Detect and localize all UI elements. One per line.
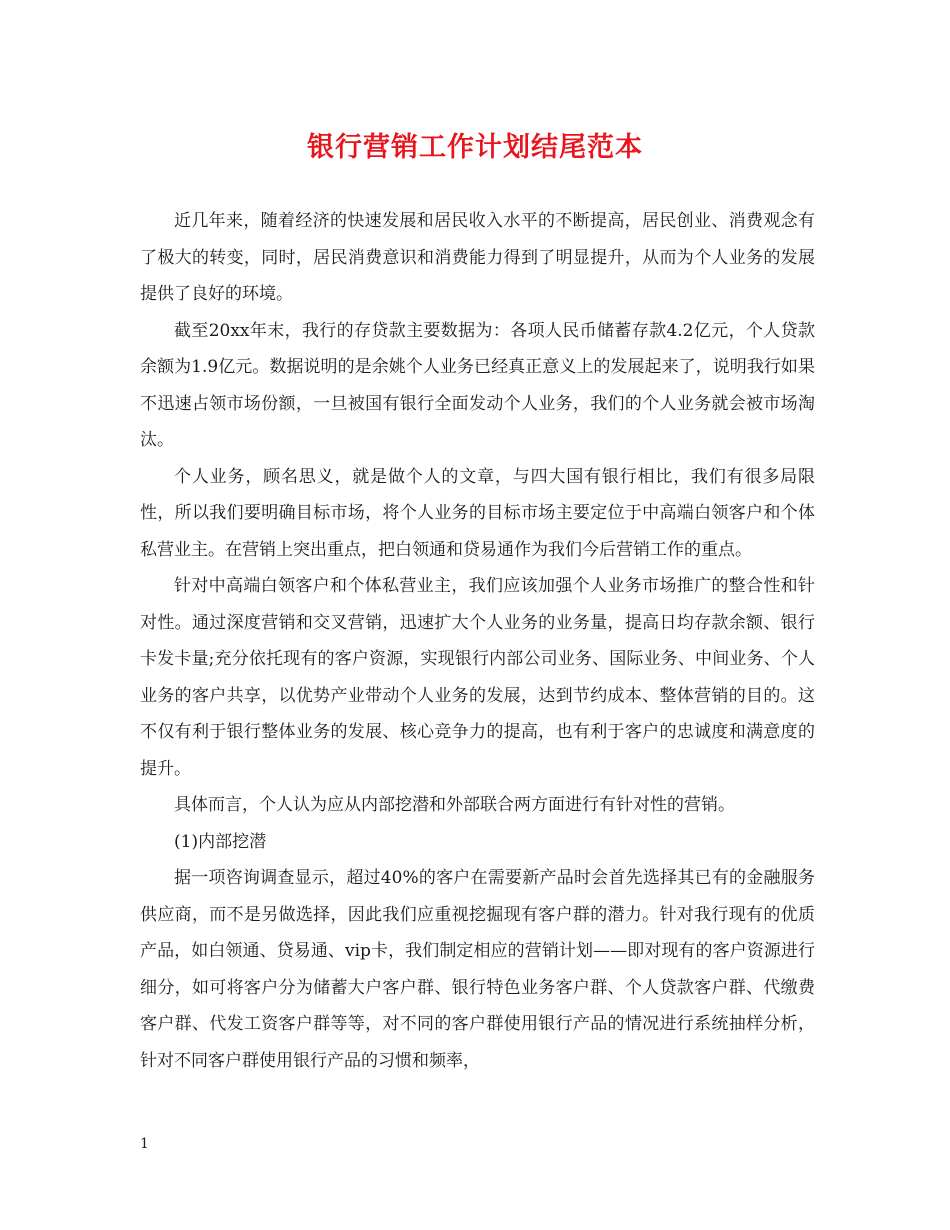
- page-number: 1: [140, 1136, 149, 1152]
- paragraph-4: 针对中高端白领客户和个体私营业主，我们应该加强个人业务市场推广的整合性和针对性。通过深度营销和交叉营销，迅速扩大个人业务的业务量，提高日均存款余额、银行卡发卡量;充分依托现有的客户资源，实现银行内部公司业务、国际业务、中间业务、个人业务的客户共享，以优势产业带动个人业务的发展，达到节约成本、整体营销的目的。这不仅有利于银行整体业务的发展、核心竞争力的提高，也有利于客户的忠诚度和满意度的提升。: [140, 576, 815, 779]
- paragraph-5: 具体而言，个人认为应从内部挖潜和外部联合两方面进行有针对性的营销。: [174, 795, 735, 815]
- paragraph-2: 截至20xx年末，我行的存贷款主要数据为：各项人民币储蓄存款4.2亿元，个人贷款余额为1.9亿元。数据说明的是余姚个人业务已经真正意义上的发展起来了，说明我行如果不迅速占领市场份额，一旦被国有银行全面发动个人业务，我们的个人业务就会被市场淘汰。: [140, 320, 815, 450]
- document-title: 银行营销工作计划结尾范本: [307, 132, 643, 163]
- document-body: [140, 203, 815, 1079]
- paragraph-7: 据一项咨询调查显示，超过40%的客户在需要新产品时会首先选择其已有的金融服务供应商，而不是另做选择，因此我们应重视挖掘现有客户群的潜力。针对我行现有的优质产品，如白领通、贷易通、vip卡，我们制定相应的营销计划——即对现有的客户资源进行细分，如可将客户分为储蓄大户客户群、银行特色业务客户群、个人贷款客户群、代缴费客户群、代发工资客户群等等，对不同的客户群使用银行产品的情况进行系统抽样分析，针对不同客户群使用银行产品的习惯和频率，: [140, 868, 815, 1071]
- section-heading-internal: (1)内部挖潜: [174, 831, 267, 852]
- paragraph-1: 近几年来，随着经济的快速发展和居民收入水平的不断提高，居民创业、消费观念有了极大的转变，同时，居民消费意识和消费能力得到了明显提升，从而为个人业务的发展提供了良好的环境。: [140, 211, 815, 304]
- paragraph-3: 个人业务，顾名思义，就是做个人的文章，与四大国有银行相比，我们有很多局限性，所以我们要明确目标市场，将个人业务的目标市场主要定位于中高端白领客户和个体私营业主。在营销上突出重点，把白领通和贷易通作为我们今后营销工作的重点。: [140, 466, 815, 560]
